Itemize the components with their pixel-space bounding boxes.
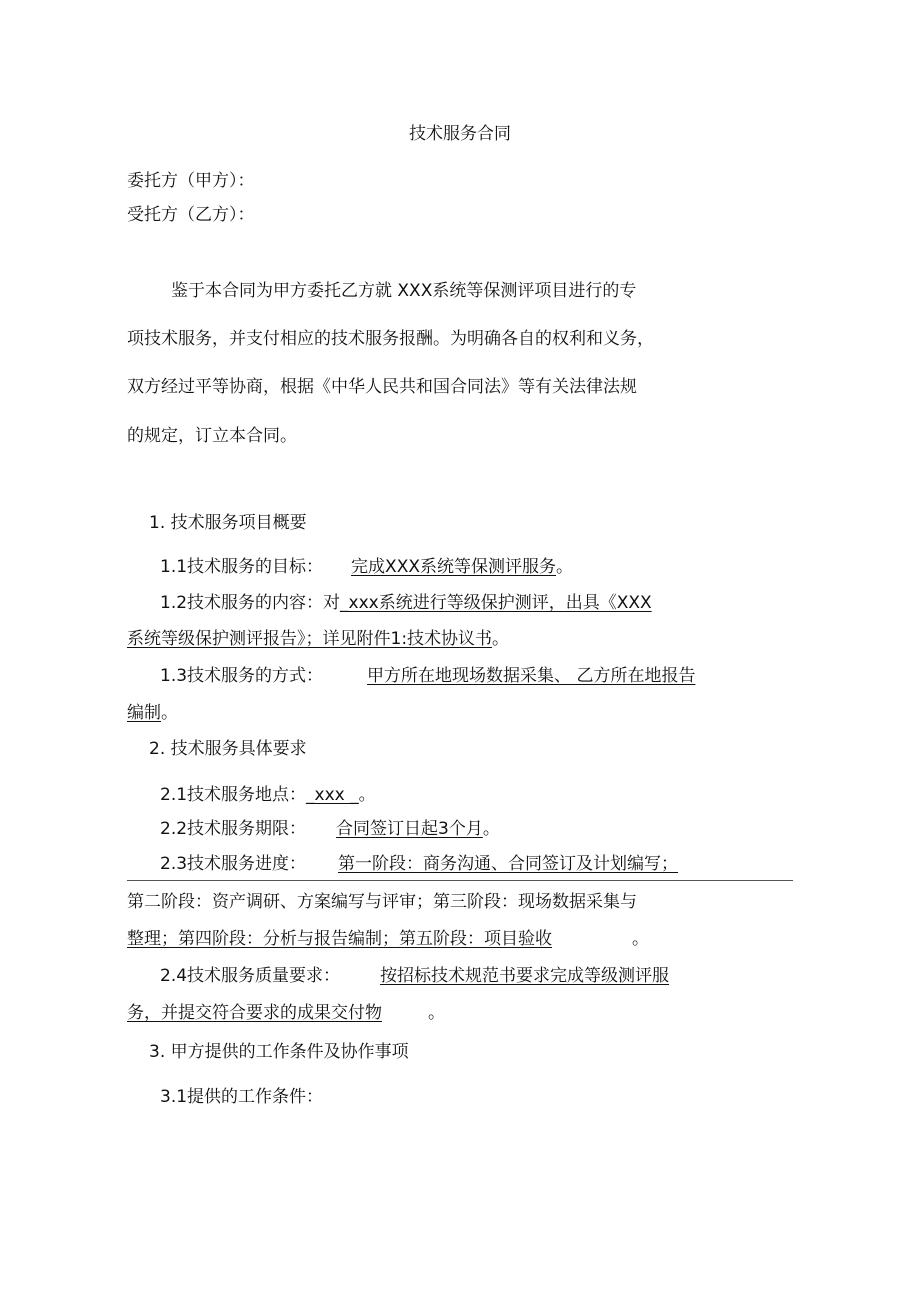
item-label: 2.2技术服务期限：	[160, 819, 307, 839]
item-1-3	[160, 665, 695, 687]
item-value: 完成XXX系统等保测评服务	[351, 557, 556, 577]
item-end: 。	[358, 785, 376, 805]
item-2-4	[160, 965, 669, 987]
section-2-heading: 2. 技术服务具体要求	[149, 739, 307, 759]
item-value-cont: 整理；第四阶段：分析与报告编制；第五阶段：项目验收	[127, 929, 552, 949]
preamble-line-1: 鉴于本合同为甲方委托乙方就 XXX系统等保测评项目进行的专	[171, 281, 637, 301]
item-2-1	[160, 784, 376, 806]
item-value: 第一阶段：商务沟通、合同签订及计划编写；	[338, 854, 679, 874]
item-value: 甲方所在地现场数据采集、 乙方所在地报告	[367, 666, 696, 686]
item-2-3-cont-2	[127, 928, 649, 950]
item-1-3-cont	[127, 702, 178, 724]
item-1-2	[160, 592, 652, 614]
item-label: 1.3技术服务的方式：	[160, 666, 324, 686]
item-label: 2.3技术服务进度：	[160, 854, 307, 874]
item-value: _xxx _	[306, 785, 359, 805]
item-1-1	[160, 556, 573, 578]
item-value-cont: 务，并提交符合要求的成果交付物	[127, 1003, 382, 1023]
item-label: 1.1技术服务的目标：	[160, 557, 324, 577]
item-1-2-cont	[127, 628, 509, 650]
section-1-heading: 1. 技术服务项目概要	[149, 513, 307, 533]
item-2-2	[160, 818, 500, 840]
item-value-cont: 系统等级保护测评报告》；详见附件1:技术协议书	[127, 629, 493, 649]
item-value: 合同签订日起3个月	[336, 819, 483, 839]
preamble-line-4: 的规定，订立本合同。	[127, 426, 297, 446]
item-label: 2.4技术服务质量要求：	[160, 966, 341, 986]
document-title: 技术服务合同	[409, 124, 511, 144]
item-end: 。	[556, 557, 573, 577]
item-end: 。	[161, 703, 178, 723]
item-value: _xxx系统进行等级保护测评，出具《XXX	[340, 593, 652, 613]
section-3-heading: 3. 甲方提供的工作条件及协作事项	[149, 1042, 409, 1062]
item-end: 。	[482, 819, 500, 839]
item-value: 按招标技术规范书要求完成等级测评服	[380, 966, 670, 986]
item-2-4-cont	[127, 1002, 445, 1024]
item-2-3	[160, 853, 678, 875]
horizontal-rule	[127, 880, 793, 881]
preamble-line-2: 项技术服务，并支付相应的技术服务报酬。为明确各自的权利和义务，	[127, 329, 654, 349]
party-a-line: 委托方（甲方）：	[127, 171, 255, 191]
party-b-line: 受托方（乙方）：	[127, 205, 255, 225]
item-label: 1.2技术服务的内容：对	[160, 593, 341, 613]
item-2-3-cont-1: 第二阶段：资产调研、方案编写与评审；第三阶段：现场数据采集与	[127, 892, 637, 912]
item-label: 2.1技术服务地点：	[160, 785, 307, 805]
item-end: 。	[492, 629, 510, 649]
item-end: 。	[428, 1003, 445, 1023]
item-3-1: 3.1提供的工作条件：	[160, 1087, 324, 1107]
preamble-line-3: 双方经过平等协商，根据《中华人民共和国合同法》等有关法律法规	[127, 377, 637, 397]
item-end: 。	[632, 929, 649, 949]
item-value-cont: 编制	[127, 703, 161, 723]
